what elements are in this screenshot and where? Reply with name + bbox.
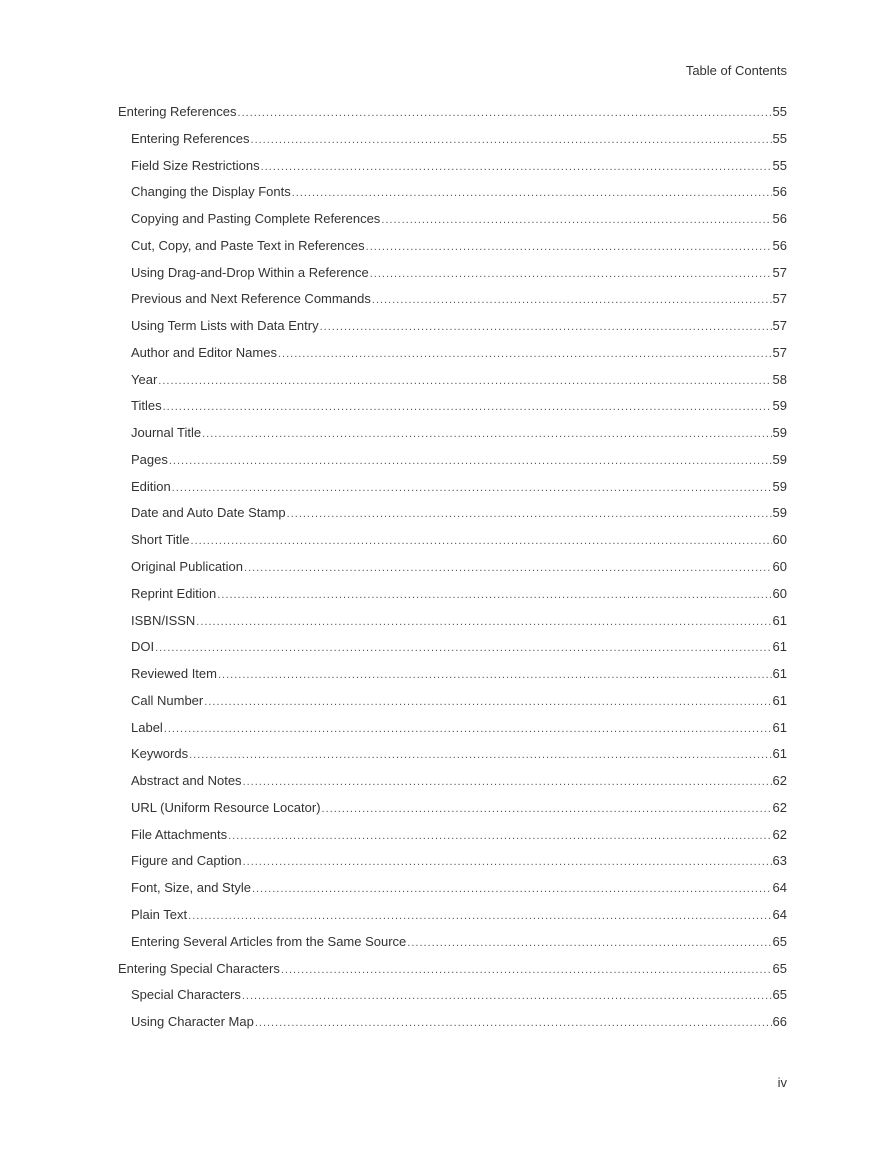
toc-entry-label: Reprint Edition: [131, 585, 217, 601]
toc-entry-label: Changing the Display Fonts: [131, 184, 291, 200]
toc-entry-label: Original Publication: [131, 559, 244, 575]
toc-dot-leader: [244, 560, 772, 576]
toc-dot-leader: [228, 828, 771, 844]
toc-subsection-entry[interactable]: [118, 265, 787, 292]
toc-subsection-entry[interactable]: [118, 827, 787, 854]
toc-entry-page-number: 57: [772, 291, 787, 307]
toc-subsection-entry[interactable]: [118, 746, 787, 773]
toc-subsection-entry[interactable]: [118, 184, 787, 211]
toc-entry-label: Abstract and Notes: [131, 773, 242, 789]
toc-entry-label: Plain Text: [131, 906, 188, 922]
toc-subsection-entry[interactable]: [118, 425, 787, 452]
toc-dot-leader: [218, 667, 772, 683]
toc-dot-leader: [370, 266, 772, 282]
toc-entry-label: Entering Special Characters: [118, 960, 280, 976]
toc-subsection-entry[interactable]: [118, 773, 787, 800]
toc-dot-leader: [164, 721, 772, 737]
toc-dot-leader: [292, 185, 772, 201]
toc-entry-page-number: 56: [772, 211, 787, 227]
toc-entry-label: DOI: [131, 639, 155, 655]
toc-entry-page-number: 64: [772, 880, 787, 896]
toc-subsection-entry[interactable]: [118, 452, 787, 479]
toc-entry-label: Cut, Copy, and Paste Text in References: [131, 237, 365, 253]
toc-entry-label: Entering References: [118, 104, 237, 119]
toc-entry-page-number: 61: [772, 719, 787, 735]
toc-entry-page-number: 59: [772, 425, 787, 441]
toc-subsection-entry[interactable]: [118, 720, 787, 747]
toc-entry-label: Journal Title: [131, 425, 202, 441]
toc-entry-label: File Attachments: [131, 826, 228, 842]
toc-entry-page-number: 62: [772, 826, 787, 842]
toc-dot-leader: [242, 988, 772, 1004]
toc-entry-label: Author and Editor Names: [131, 344, 277, 360]
toc-subsection-entry[interactable]: [118, 586, 787, 613]
toc-entry-page-number: 55: [772, 157, 787, 173]
toc-subsection-entry[interactable]: [118, 559, 787, 586]
toc-entry-label: Label: [131, 719, 163, 735]
toc-entry-page-number: 61: [772, 666, 787, 682]
toc-dot-leader: [155, 640, 771, 656]
toc-entry-label: Copying and Pasting Complete References: [131, 211, 381, 227]
page-number: iv: [777, 1075, 787, 1090]
toc-subsection-entry[interactable]: [118, 398, 787, 425]
toc-entry-label: Using Character Map: [131, 1014, 254, 1030]
toc-subsection-entry[interactable]: [118, 158, 787, 185]
toc-subsection-entry[interactable]: [118, 131, 787, 158]
toc-entry-page-number: 59: [772, 398, 787, 414]
toc-entry-label: Using Term Lists with Data Entry: [131, 318, 319, 334]
toc-entry-page-number: 60: [772, 532, 787, 548]
toc-dot-leader: [407, 935, 771, 951]
toc-dot-leader: [169, 453, 772, 469]
toc-dot-leader: [196, 614, 771, 630]
toc-entry-page-number: 65: [772, 960, 787, 976]
toc-entry-page-number: 62: [772, 799, 787, 815]
toc-entry-label: Edition: [131, 478, 171, 494]
toc-entry-page-number: 64: [772, 906, 787, 922]
table-of-contents: [118, 104, 787, 1041]
toc-entry-label: Using Drag-and-Drop Within a Reference: [131, 264, 369, 280]
toc-entry-label: Call Number: [131, 692, 204, 708]
toc-dot-leader: [281, 962, 772, 978]
toc-entry-page-number: 61: [772, 639, 787, 655]
toc-subsection-entry[interactable]: [118, 211, 787, 238]
toc-entry-page-number: 57: [772, 264, 787, 280]
toc-subsection-entry[interactable]: [118, 1014, 787, 1041]
toc-entry-page-number: 61: [772, 612, 787, 628]
toc-entry-page-number: 59: [772, 451, 787, 467]
toc-dot-leader: [252, 881, 772, 897]
toc-section-entry[interactable]: [118, 104, 787, 131]
toc-dot-leader: [261, 159, 772, 175]
toc-entry-label: Short Title: [131, 532, 190, 548]
toc-dot-leader: [202, 426, 771, 442]
toc-dot-leader: [372, 292, 772, 308]
toc-entry-page-number: 57: [772, 318, 787, 334]
toc-entry-page-number: 60: [772, 585, 787, 601]
toc-dot-leader: [238, 105, 772, 121]
toc-subsection-entry[interactable]: [118, 693, 787, 720]
toc-subsection-entry[interactable]: [118, 372, 787, 399]
toc-dot-leader: [255, 1015, 772, 1031]
toc-dot-leader: [251, 132, 772, 148]
toc-dot-leader: [243, 854, 772, 870]
page-header-title: Table of Contents: [685, 63, 787, 78]
toc-dot-leader: [320, 319, 772, 335]
toc-dot-leader: [217, 587, 771, 603]
toc-subsection-entry[interactable]: [118, 318, 787, 345]
toc-entry-page-number: 66: [772, 1014, 787, 1030]
toc-entry-page-number: 65: [772, 987, 787, 1003]
toc-dot-leader: [322, 801, 772, 817]
toc-dot-leader: [189, 747, 771, 763]
toc-subsection-entry[interactable]: [118, 934, 787, 961]
toc-section-entry[interactable]: [118, 961, 787, 988]
toc-subsection-entry[interactable]: [118, 666, 787, 693]
toc-entry-label: Field Size Restrictions: [131, 157, 260, 173]
toc-dot-leader: [163, 399, 772, 415]
toc-entry-label: Year: [131, 371, 158, 387]
toc-dot-leader: [366, 239, 772, 255]
toc-entry-label: ISBN/ISSN: [131, 612, 196, 628]
toc-dot-leader: [191, 533, 772, 549]
toc-subsection-entry[interactable]: [118, 238, 787, 265]
toc-entry-label: Font, Size, and Style: [131, 880, 251, 896]
toc-dot-leader: [381, 212, 771, 228]
toc-entry-label: URL (Uniform Resource Locator): [131, 799, 321, 815]
toc-entry-page-number: 61: [772, 692, 787, 708]
toc-entry-label: Keywords: [131, 746, 189, 762]
toc-dot-leader: [243, 774, 772, 790]
toc-entry-label: Special Characters: [131, 987, 241, 1003]
toc-dot-leader: [204, 694, 771, 710]
toc-entry-page-number: 60: [772, 559, 787, 575]
toc-entry-label: Pages: [131, 451, 168, 467]
toc-subsection-entry[interactable]: [118, 907, 787, 934]
toc-entry-page-number: 56: [772, 184, 787, 200]
toc-subsection-entry[interactable]: [118, 800, 787, 827]
toc-entry-page-number: 59: [772, 478, 787, 494]
toc-dot-leader: [158, 373, 771, 389]
toc-subsection-entry[interactable]: [118, 345, 787, 372]
toc-entry-page-number: 57: [772, 344, 787, 360]
toc-entry-label: Entering Several Articles from the Same Source: [131, 933, 407, 949]
toc-entry-page-number: 62: [772, 773, 787, 789]
toc-entry-page-number: 58: [772, 371, 787, 387]
toc-entry-label: Date and Auto Date Stamp: [131, 505, 286, 521]
toc-entry-page-number: 55: [772, 130, 787, 146]
toc-dot-leader: [278, 346, 772, 362]
toc-entry-page-number: 55: [772, 104, 787, 119]
toc-dot-leader: [188, 908, 771, 924]
toc-subsection-entry[interactable]: [118, 639, 787, 666]
toc-subsection-entry[interactable]: [118, 613, 787, 640]
toc-subsection-entry[interactable]: [118, 880, 787, 907]
toc-subsection-entry[interactable]: [118, 987, 787, 1014]
toc-entry-label: Reviewed Item: [131, 666, 217, 682]
toc-entry-page-number: 63: [772, 853, 787, 869]
toc-entry-label: Titles: [131, 398, 162, 414]
toc-entry-page-number: 65: [772, 933, 787, 949]
toc-subsection-entry[interactable]: [118, 853, 787, 880]
toc-entry-label: Previous and Next Reference Commands: [131, 291, 371, 307]
toc-entry-label: Figure and Caption: [131, 853, 242, 869]
toc-subsection-entry[interactable]: [118, 479, 787, 506]
toc-dot-leader: [287, 506, 772, 522]
toc-subsection-entry[interactable]: [118, 505, 787, 532]
toc-entry-page-number: 56: [772, 237, 787, 253]
toc-entry-label: Entering References: [131, 130, 250, 146]
toc-dot-leader: [172, 480, 772, 496]
toc-entry-page-number: 61: [772, 746, 787, 762]
toc-entry-page-number: 59: [772, 505, 787, 521]
toc-subsection-entry[interactable]: [118, 532, 787, 559]
toc-subsection-entry[interactable]: [118, 291, 787, 318]
